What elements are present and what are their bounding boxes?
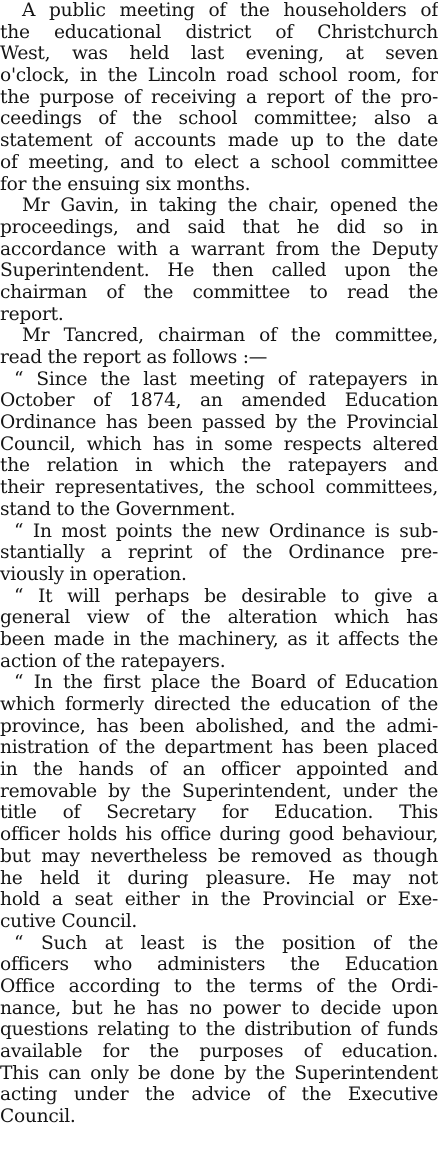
- text-line: stantially a reprint of the Ordinance pre-: [0, 542, 438, 564]
- text-line: been made in the machinery, as it affects the: [0, 628, 438, 650]
- text-line: October of 1874, an amended Education: [0, 390, 438, 412]
- text-line: in the hands of an officer appointed and: [0, 759, 438, 781]
- paragraph-general-view: [0, 586, 438, 673]
- text-line: accordance with a warrant from the Deputy: [0, 238, 438, 260]
- text-line: “ In the first place the Board of Education: [14, 672, 438, 694]
- text-line: their representatives, the school committees,: [0, 477, 438, 499]
- text-line: action of the ratepayers.: [0, 650, 226, 672]
- paragraph-chair-opening: [0, 195, 438, 325]
- text-line: nance, but he has no power to decide upon: [0, 997, 438, 1019]
- text-line: viously in operation.: [0, 563, 187, 585]
- text-line: nistration of the department has been placed: [0, 737, 438, 759]
- text-line: Council, which has in some respects altered: [0, 433, 438, 455]
- text-line: Council.: [0, 1106, 76, 1128]
- text-line: which formerly directed the education of the: [0, 694, 438, 715]
- paragraph-meeting-intro: [0, 0, 438, 195]
- text-line: province, has been abolished, and the admi-: [0, 715, 438, 737]
- text-line: West, was held last evening, at seven: [0, 43, 438, 65]
- text-line: removable by the Superintendent, under the: [0, 780, 438, 802]
- text-line: o'clock, in the Lincoln road school room, for: [0, 65, 438, 87]
- text-line: officer holds his office during good behaviour,: [0, 824, 438, 846]
- text-line: “ Such at least is the position of the: [14, 932, 438, 954]
- text-line: the purpose of receiving a report of the pro-: [0, 86, 438, 108]
- paragraph-report-intro: [0, 325, 438, 368]
- text-line: Office according to the terms of the Ordi-: [0, 975, 438, 997]
- text-line: the relation in which the ratepayers and: [0, 455, 438, 477]
- text-line: ceedings of the school committee; also a: [0, 108, 438, 130]
- text-line: title of Secretary for Education. This: [0, 802, 438, 824]
- text-line: of meeting, and to elect a school committee: [0, 151, 438, 173]
- text-line: This can only be done by the Superintendent: [0, 1062, 438, 1084]
- paragraph-new-ordinance-reprint: [0, 521, 438, 586]
- text-line: he held it during pleasure. He may not: [0, 867, 438, 889]
- text-line: report.: [0, 303, 64, 325]
- text-line: Mr Gavin, in taking the chair, opened the: [22, 195, 438, 217]
- text-line: A public meeting of the householders of: [22, 0, 438, 21]
- text-line: stand to the Government.: [0, 498, 236, 520]
- paragraph-amended-ordinance: [0, 369, 438, 521]
- text-line: “ Since the last meeting of ratepayers in: [14, 368, 438, 390]
- paragraph-board-abolished: [0, 672, 438, 932]
- text-line: but may nevertheless be removed as though: [0, 845, 438, 867]
- text-line: “ It will perhaps be desirable to give a: [14, 585, 438, 607]
- text-line: cutive Council.: [0, 910, 138, 932]
- text-line: officers who administers the Education: [0, 954, 438, 976]
- text-line: for the ensuing six months.: [0, 173, 251, 195]
- text-line: Ordinance has been passed by the Provincial: [0, 412, 438, 434]
- text-line: Mr Tancred, chairman of the committee,: [22, 325, 438, 347]
- text-line: acting under the advice of the Executive: [0, 1084, 438, 1106]
- text-line: general view of the alteration which has: [0, 607, 438, 629]
- text-line: read the report as follows :—: [0, 347, 268, 368]
- text-line: available for the purposes of education.: [0, 1041, 438, 1062]
- text-line: “ In most points the new Ordinance is sub-: [14, 520, 438, 542]
- text-line: proceedings, and said that he did so in: [0, 216, 438, 238]
- text-line: questions relating to the distribution of funds: [0, 1019, 438, 1041]
- text-line: Superintendent. He then called upon the: [0, 260, 438, 282]
- text-line: hold a seat either in the Provincial or Exe-: [0, 889, 438, 911]
- text-line: statement of accounts made up to the date: [0, 130, 438, 152]
- text-line: the educational district of Christchurch: [0, 21, 438, 43]
- paragraph-officer-powers: [0, 933, 438, 1128]
- text-line: chairman of the committee to read the: [0, 281, 438, 303]
